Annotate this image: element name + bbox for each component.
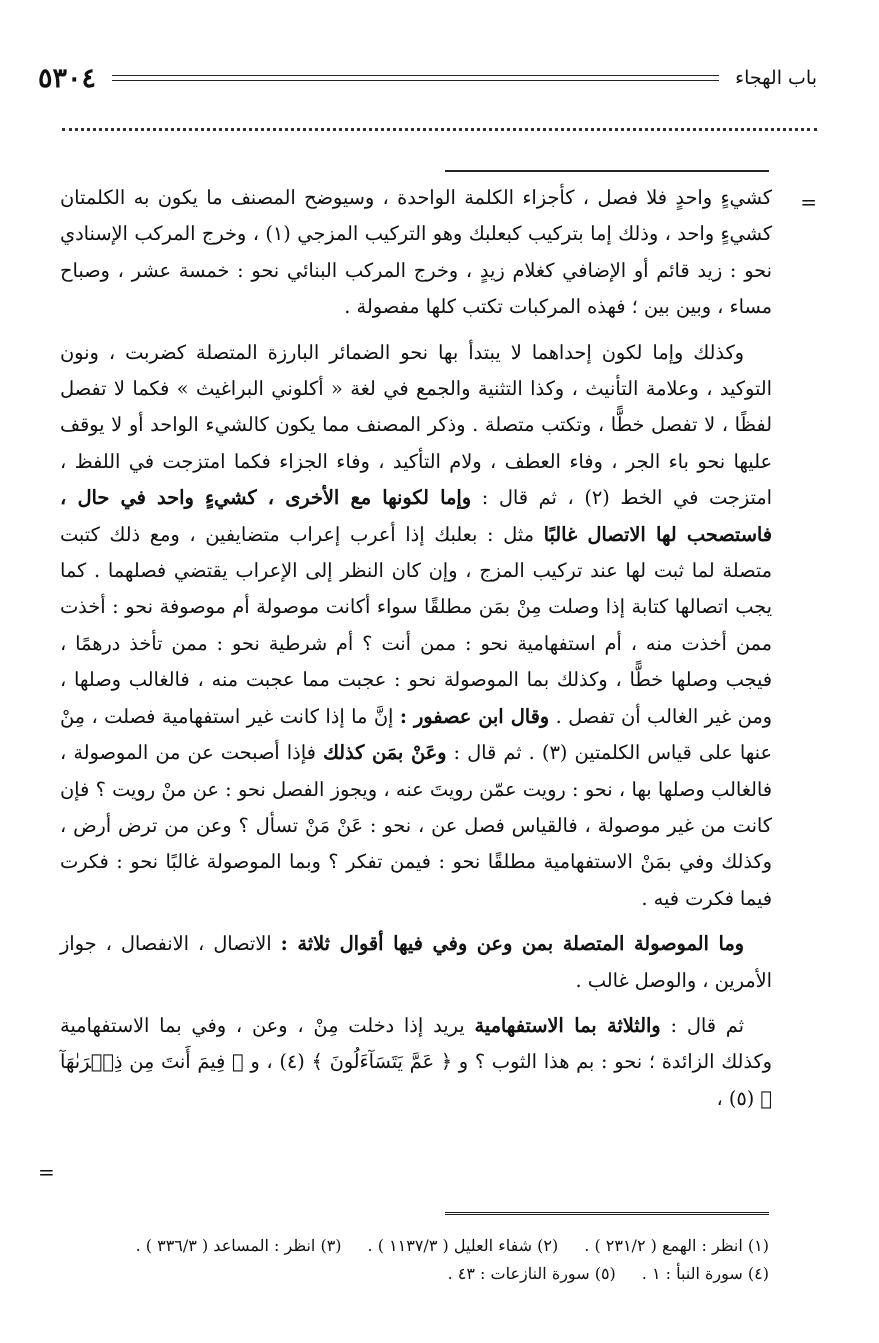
paragraph [60, 926, 772, 999]
footnote: (٥) سورة النازعات : ٤٣ . [447, 1264, 616, 1283]
footnote: (٢) شفاء العليل ( ١١٣٧/٣ ) . [367, 1236, 559, 1255]
paragraph [60, 180, 772, 326]
continuation-mark-end: = [38, 1160, 55, 1184]
footnote: (١) انظر : الهمع ( ٢٣١/٢ ) . [584, 1236, 769, 1255]
commentary-rule [445, 170, 769, 172]
text-run: فإذا أصبحت عن من الموصولة ، فالغالب وصلها بها ، نحو : رويت عمّن رويتَ عنه ، ويجوز الفصل نحو : عن منْ رويت ؟ فإن كانت من غير موصولة ، فالقياس فصل عن ، نحو : عَنْ مَنْ تسأل ؟ وعن من ترض أرض ، وكذلك وفي بمَنْ الاستفهامية مطلقًا نحو : فيمن تفكر ؟ وبما الموصولة غالبًا نحو : فكرت فيما فكرت فيه . [60, 741, 772, 910]
main-text [60, 180, 772, 1117]
text-run: وكذلك وإما لكون إحداهما لا يبتدأ بها نحو الضمائر البارزة المتصلة كضربت ، ونون التوكيد ، وعلامة التأنيث ، وكذا التثنية والجمع في لغة « أكلوني البراغيث » فكما لا تفصل لفظًا ، لا تفصل خطًّا ، وتكتب متصلة . وذكر المصنف مما يكون كالشيء الواحد أو لا يوقف عليها نحو باء الجر ، وفاء العطف ، ولام التأكيد ، وفاء الجزاء فكما امتزجت في اللفظ ، امتزجت في الخط (٢) ، ثم قال : [60, 340, 772, 510]
header-rule [112, 75, 719, 81]
text-run: كشيءٍ واحدٍ فلا فصل ، كأجزاء الكلمة الواحدة ، وسيوضح المصنف ما يكون به الكلمتان كشيءٍ واحد ، وذلك إما بتركيب كبعلبك وهو التركيب المزجي (١) ، وخرج المركب الإسنادي نحو : زيد قائم أو الإضافي كغلام زيدٍ ، وخرج المركب البنائي نحو : خمسة عشر ، وصباح مساء ، وبين بين ؛ فهذه المركبات تكتب كلها مفصولة . [60, 186, 772, 319]
bold-quote: وعَنْ بمَن كذلك [322, 741, 447, 765]
footnote-line [60, 1232, 769, 1260]
footnote-rule [445, 1212, 769, 1217]
text-run: يريد إذا دخلت مِنْ ، وعن ، وفي بما الاستفهامية وكذلك الزائدة ؛ نحو : بم هذا الثوب ؟ و ﴿ عَمَّ يَتَسَآءَلُونَ ﴾ (٤) ، و ﴿ فِيمَ أَنتَ مِن ذِكۡرَىٰهَآ ﴾ (٥) ، [60, 1013, 772, 1110]
footnote-line [60, 1260, 769, 1288]
footnote: (٤) سورة النبأ : ١ . [641, 1264, 769, 1283]
paragraph [60, 335, 772, 918]
dotted-separator [62, 128, 817, 131]
text-run: إنَّ ما إذا كانت غير استفهامية فصلت ، مِنْ عنها على قياس الكلمتين (٣) . ثم قال : [60, 704, 772, 765]
page-number: ٥٣٠٤ [38, 62, 97, 94]
chapter-title: باب الهجاء [735, 67, 817, 89]
bold-quote: وما الموصولة المتصلة بمن وعن وفي فيها أقوال ثلاثة : [280, 932, 744, 956]
text-run: ثم قال : [660, 1013, 744, 1037]
page-header [38, 58, 817, 98]
paragraph [60, 1008, 772, 1117]
continuation-mark: = [800, 190, 817, 214]
bold-quote: وإما لكونها مع الأخرى ، كشيءٍ واحد في حال ، فاستصحب لها الاتصال غالبًا [60, 486, 772, 546]
footnotes [60, 1232, 769, 1288]
text-run: مثل : بعلبك إذا أعرب إعراب متضايفين ، ومع ذلك كتبت متصلة لما ثبت لها عند تركيب المزج ، وإن كان النظر إلى الإعراب يقتضي فصلهما . كما يجب اتصالها كتابة إذا وصلت مِنْ بمَن مطلقًا سواء أكانت موصولة أم موصوفة نحو : أخذت ممن أخذت منه ، أم استفهامية نحو : ممن أنت ؟ أم شرطية نحو : ممن تأخذ درهمًا ، فيجب وصلها خطًّا ، وكذلك بما الموصولة نحو : عجبت مما عجبت منه ، فالغالب وصلها ، ومن غير الغالب أن تفصل . [60, 522, 772, 728]
text-run: الاتصال ، الانفصال ، جواز الأمرين ، والوصل غالب . [60, 932, 772, 992]
footnote: (٣) انظر : المساعد ( ٣٣٦/٣ ) . [135, 1236, 342, 1255]
bold-quote: وقال ابن عصفور : [399, 704, 550, 728]
bold-quote: والثلاثة بما الاستفهامية [474, 1013, 661, 1037]
